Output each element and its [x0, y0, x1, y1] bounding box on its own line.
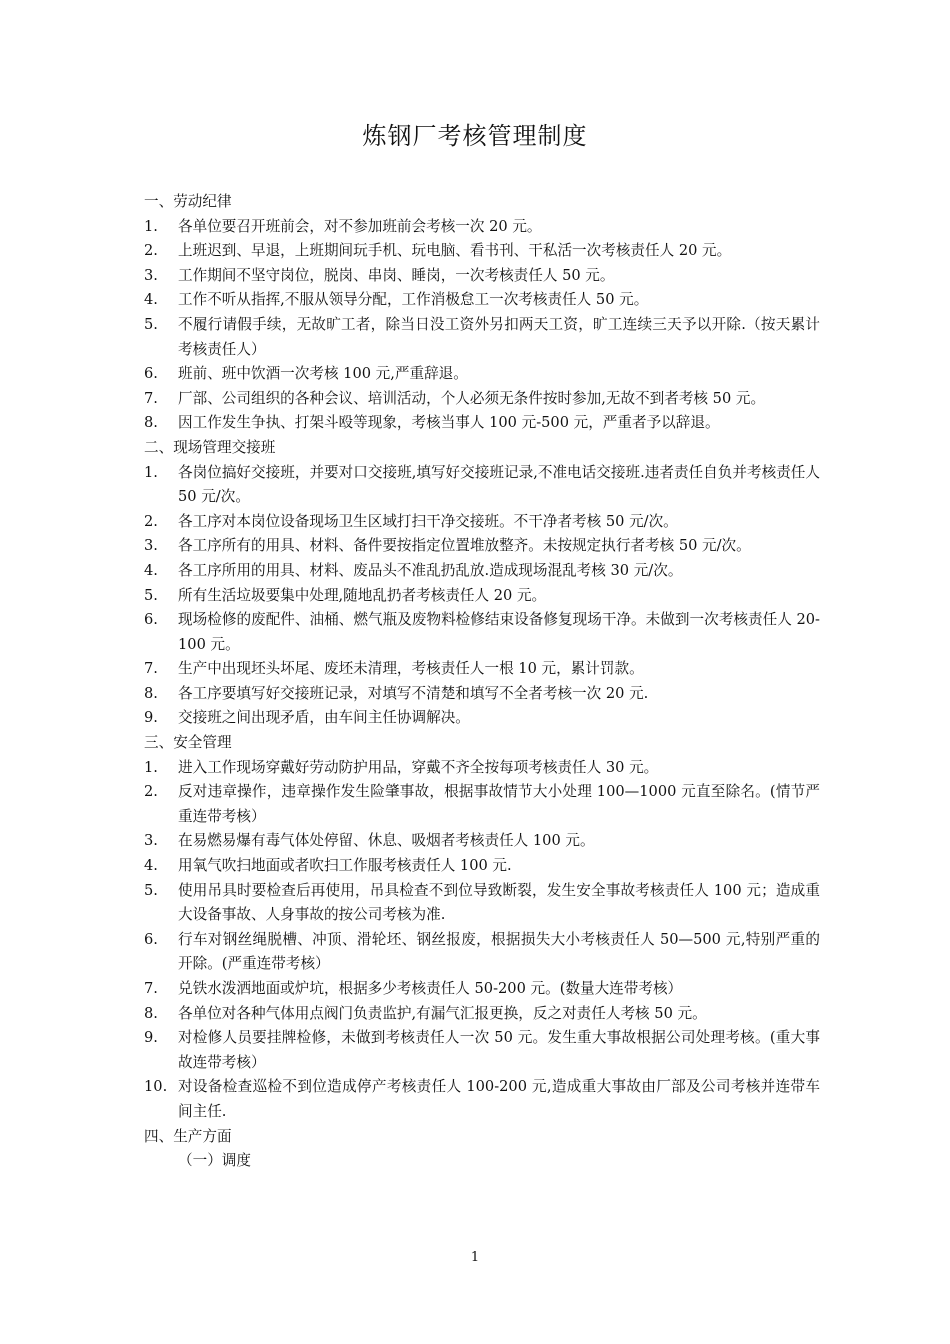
item-text: 上班迟到、早退，上班期间玩手机、玩电脑、看书刊、干私活一次考核责任人 20 元。	[178, 242, 732, 260]
item-number: 6.	[144, 930, 158, 948]
list-item	[144, 510, 820, 535]
list-item	[144, 1026, 820, 1075]
list-item	[144, 829, 820, 854]
list-item	[144, 559, 820, 584]
list-item	[144, 288, 820, 313]
section-heading: 二、现场管理交接班	[144, 438, 276, 456]
item-number: 3.	[144, 266, 158, 284]
item-number: 10.	[144, 1078, 168, 1096]
document-title: 炼钢厂考核管理制度	[362, 122, 588, 150]
item-text: 各工序所有的用具、材料、备件要按指定位置堆放整齐。未按规定执行者考核 50 元/次。	[178, 537, 751, 555]
item-number: 6.	[144, 611, 158, 629]
item-text: 所有生活垃圾要集中处理,随地乱扔者考核责任人 20 元。	[178, 586, 547, 604]
list-item	[144, 362, 820, 387]
item-text: 不履行请假手续，无故旷工者，除当日没工资外另扣两天工资，旷工连续三天予以开除.（按天累计考核责任人）	[178, 315, 820, 358]
list-item	[144, 608, 820, 657]
item-number: 4.	[144, 857, 158, 875]
item-text: 兑铁水泼洒地面或炉坑，根据多少考核责任人 50-200 元。(数量大连带考核）	[178, 980, 683, 997]
list-item	[144, 1002, 820, 1027]
item-number: 9.	[144, 709, 158, 727]
item-text: 现场检修的废配件、油桶、燃气瓶及废物料检修结束设备修复现场干净。未做到一次考核责任人 20-100 元。	[178, 611, 820, 653]
item-number: 8.	[144, 1004, 158, 1022]
item-number: 8.	[144, 684, 158, 702]
item-number: 4.	[144, 291, 158, 309]
item-text: 各工序对本岗位设备现场卫生区域打扫干净交接班。不干净者考核 50 元/次。	[178, 512, 678, 530]
item-number: 7.	[144, 980, 158, 997]
item-number: 5.	[144, 881, 158, 899]
list-item	[144, 682, 820, 707]
item-number: 9.	[144, 1029, 158, 1047]
list-item	[144, 706, 820, 731]
item-number: 6.	[144, 365, 158, 383]
item-number: 5.	[144, 586, 158, 604]
item-text: 在易燃易爆有毒气体处停留、休息、吸烟者考核责任人 100 元。	[178, 832, 595, 850]
list-item	[144, 879, 820, 928]
list-item	[144, 215, 820, 240]
item-number: 2.	[144, 242, 158, 260]
item-text: 工作不听从指挥,不服从领导分配，工作消极怠工一次考核责任人 50 元。	[178, 291, 649, 309]
document-body	[144, 190, 820, 1174]
section-heading: 一、劳动纪律	[144, 193, 232, 210]
item-text: 各单位对各种气体用点阀门负责监护,有漏气汇报更换，反之对责任人考核 50 元。	[178, 1004, 707, 1022]
item-number: 1.	[144, 758, 158, 776]
item-text: 行车对钢丝绳脱槽、冲顶、滑轮坯、钢丝报废，根据损失大小考核责任人 50—500 元,特别严重的开除。(严重连带考核）	[178, 930, 820, 973]
item-number: 2.	[144, 783, 158, 801]
item-text: 工作期间不坚守岗位，脱岗、串岗、睡岗，一次考核责任人 50 元。	[178, 266, 615, 284]
item-text: 用氧气吹扫地面或者吹扫工作服考核责任人 100 元.	[178, 857, 512, 875]
item-number: 3.	[144, 537, 158, 555]
item-text: 各岗位搞好交接班，并要对口交接班,填写好交接班记录,不准电话交接班.违者责任自负并考核责任人 50 元/次。	[178, 463, 820, 506]
item-number: 5.	[144, 315, 158, 333]
list-item	[144, 239, 820, 264]
list-item	[144, 461, 820, 510]
item-text: 进入工作现场穿戴好劳动防护用品，穿戴不齐全按每项考核责任人 30 元。	[178, 758, 659, 776]
list-item	[144, 1075, 820, 1124]
list-item	[144, 657, 820, 682]
item-number: 2.	[144, 512, 158, 530]
list-item	[144, 584, 820, 609]
item-text: 班前、班中饮酒一次考核 100 元,严重辞退。	[178, 365, 468, 383]
list-item	[144, 313, 820, 362]
list-item	[144, 387, 820, 412]
section-heading: 三、安全管理	[144, 734, 232, 752]
item-number: 7.	[144, 389, 158, 407]
section-heading: 四、生产方面	[144, 1127, 232, 1145]
item-number: 1.	[144, 217, 158, 235]
list-item	[144, 928, 820, 977]
item-number: 1.	[144, 463, 158, 481]
list-item	[144, 264, 820, 289]
item-text: 反对违章操作，违章操作发生险肇事故，根据事故情节大小处理 100—1000 元直至除名。(情节严重连带考核）	[178, 783, 820, 825]
list-item	[144, 977, 820, 1002]
item-text: 生产中出现坯头坏尾、废坯未清理，考核责任人一根 10 元，累计罚款。	[178, 660, 644, 678]
item-text: 各工序所用的用具、材料、废品头不准乱扔乱放.造成现场混乱考核 30 元/次。	[178, 561, 683, 579]
item-text: 使用吊具时要检查后再使用，吊具检查不到位导致断裂，发生安全事故考核责任人 100 元；造成重大设备事故、人身事故的按公司考核为准.	[178, 881, 820, 924]
item-number: 3.	[144, 832, 158, 850]
item-text: 各工序要填写好交接班记录，对填写不清楚和填写不全者考核一次 20 元.	[178, 684, 649, 702]
item-number: 8.	[144, 414, 158, 432]
item-text: 对检修人员要挂牌检修，未做到考核责任人一次 50 元。发生重大事故根据公司处理考核。(重大事故连带考核）	[178, 1029, 820, 1071]
item-text: 各单位要召开班前会，对不参加班前会考核一次 20 元。	[178, 217, 542, 235]
subsection-heading: （一）调度	[178, 1152, 251, 1170]
list-item	[144, 534, 820, 559]
list-item	[144, 756, 820, 781]
item-number: 4.	[144, 561, 158, 579]
list-item	[144, 854, 820, 879]
list-item	[144, 780, 820, 829]
page-number: 1	[470, 1250, 480, 1265]
item-text: 厂部、公司组织的各种会议、培训活动，个人必须无条件按时参加,无故不到者考核 50 元。	[178, 389, 766, 407]
item-number: 7.	[144, 660, 158, 678]
item-text: 对设备检查巡检不到位造成停产考核责任人 100-200 元,造成重大事故由厂部及公司考核并连带车间主任.	[178, 1078, 820, 1120]
item-text: 因工作发生争执、打架斗殴等现象，考核当事人 100 元-500 元，严重者予以辞退。	[178, 414, 720, 432]
item-text: 交接班之间出现矛盾，由车间主任协调解决。	[178, 709, 470, 727]
list-item	[144, 411, 820, 436]
